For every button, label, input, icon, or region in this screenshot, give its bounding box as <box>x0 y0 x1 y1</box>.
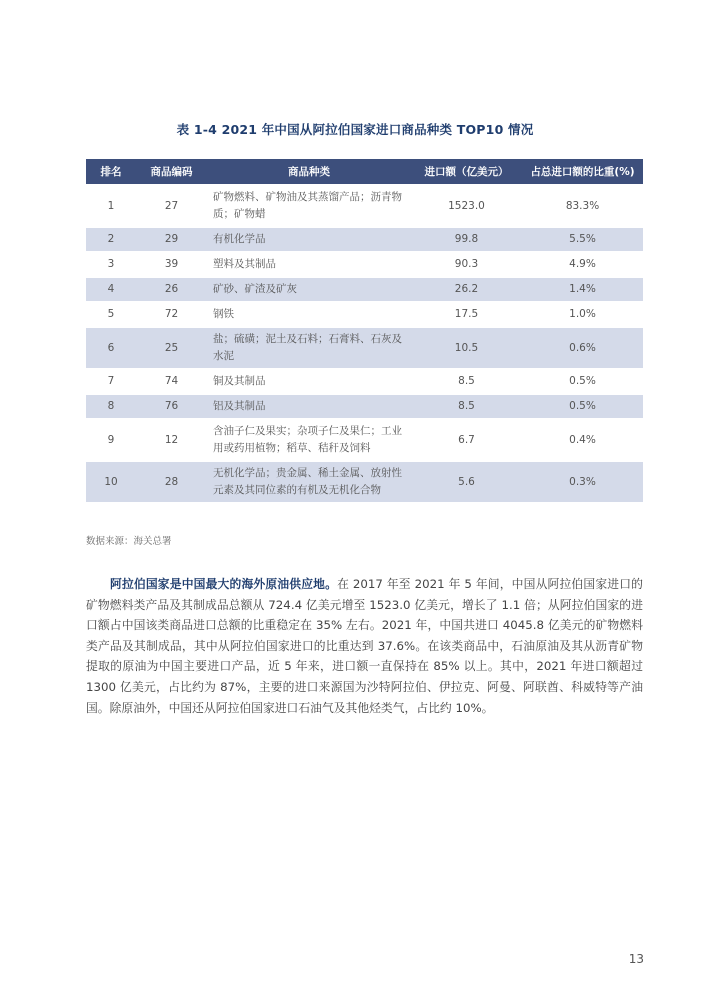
amount-cell: 99.8 <box>411 227 522 252</box>
category-cell: 含油子仁及果实；杂项子仁及果仁；工业用或药用植物；稻草、秸秆及饲料 <box>207 419 411 461</box>
share-cell: 4.9% <box>522 252 643 277</box>
share-cell: 5.5% <box>522 227 643 252</box>
table-row <box>86 394 643 419</box>
header-rank: 排名 <box>86 159 136 185</box>
table-row <box>86 227 643 252</box>
category-cell: 盐；硫磺；泥土及石料；石膏料、石灰及水泥 <box>207 327 411 369</box>
category-cell: 铜及其制品 <box>207 369 411 394</box>
category-cell: 塑料及其制品 <box>207 252 411 277</box>
header-category: 商品种类 <box>207 159 411 185</box>
rank-cell: 8 <box>86 394 136 419</box>
rank-cell: 6 <box>86 327 136 369</box>
paragraph-lead: 阿拉伯国家是中国最大的海外原油供应地。 <box>110 577 338 591</box>
amount-cell: 17.5 <box>411 302 522 327</box>
category-cell: 有机化学品 <box>207 227 411 252</box>
amount-cell: 26.2 <box>411 277 522 302</box>
code-cell: 39 <box>136 252 207 277</box>
header-code: 商品编码 <box>136 159 207 185</box>
paragraph-text: 在 2017 年至 2021 年 5 年间，中国从阿拉伯国家进口的矿物燃料类产品及其制成品总额从 724.4 亿美元增至 1523.0 亿美元，增长了 1.1 倍；从阿拉伯国家的进口额占中国该类商品进口总额的比重稳定在 35% 左右。2021 年，中国共进口 4045.8 亿美元的矿物燃料类产品及其制成品，其中从阿拉伯国家进口的比重达到 37.6%。在该类商品中，石油原油及其从沥青矿物提取的原油为中国主要进口产品，近 5 年来，进口额一直保持在 85% 以上。其中，2021 年进口额超过 1300 亿美元，占比约为 87%，主要的进口来源国为沙特阿拉伯、伊拉克、阿曼、阿联酋、科威特等产油国。除原油外，中国还从阿拉伯国家进口石油气及其他烃类气，占比约 10%。 <box>86 577 643 715</box>
rank-cell: 3 <box>86 252 136 277</box>
code-cell: 25 <box>136 327 207 369</box>
share-cell: 0.5% <box>522 369 643 394</box>
rank-cell: 1 <box>86 185 136 227</box>
amount-cell: 6.7 <box>411 419 522 461</box>
code-cell: 26 <box>136 277 207 302</box>
category-cell: 矿物燃料、矿物油及其蒸馏产品；沥青物质；矿物蜡 <box>207 185 411 227</box>
rank-cell: 9 <box>86 419 136 461</box>
amount-cell: 90.3 <box>411 252 522 277</box>
category-cell: 无机化学品；贵金属、稀土金属、放射性元素及其同位素的有机及无机化合物 <box>207 461 411 503</box>
code-cell: 74 <box>136 369 207 394</box>
table-row <box>86 252 643 277</box>
code-cell: 76 <box>136 394 207 419</box>
share-cell: 0.5% <box>522 394 643 419</box>
table-row <box>86 302 643 327</box>
code-cell: 12 <box>136 419 207 461</box>
code-cell: 28 <box>136 461 207 503</box>
table-row <box>86 369 643 394</box>
table-row <box>86 327 643 369</box>
amount-cell: 1523.0 <box>411 185 522 227</box>
table-row <box>86 419 643 461</box>
amount-cell: 10.5 <box>411 327 522 369</box>
category-cell: 钢铁 <box>207 302 411 327</box>
rank-cell: 10 <box>86 461 136 503</box>
share-cell: 0.3% <box>522 461 643 503</box>
table-row <box>86 185 643 227</box>
code-cell: 29 <box>136 227 207 252</box>
table-title: 表 1-4 2021 年中国从阿拉伯国家进口商品种类 TOP10 情况 <box>176 122 534 137</box>
share-cell: 0.4% <box>522 419 643 461</box>
share-cell: 0.6% <box>522 327 643 369</box>
share-cell: 83.3% <box>522 185 643 227</box>
header-share: 占总进口额的比重(%) <box>522 159 643 185</box>
body-paragraph <box>86 574 643 718</box>
share-cell: 1.4% <box>522 277 643 302</box>
amount-cell: 8.5 <box>411 369 522 394</box>
category-cell: 铝及其制品 <box>207 394 411 419</box>
rank-cell: 4 <box>86 277 136 302</box>
data-source-note: 数据来源：海关总署 <box>86 536 172 547</box>
code-cell: 27 <box>136 185 207 227</box>
rank-cell: 5 <box>86 302 136 327</box>
table-row <box>86 277 643 302</box>
amount-cell: 5.6 <box>411 461 522 503</box>
rank-cell: 7 <box>86 369 136 394</box>
rank-cell: 2 <box>86 227 136 252</box>
page-number: 13 <box>628 952 644 966</box>
category-cell: 矿砂、矿渣及矿灰 <box>207 277 411 302</box>
table-header-row <box>86 159 643 185</box>
share-cell: 1.0% <box>522 302 643 327</box>
amount-cell: 8.5 <box>411 394 522 419</box>
header-amount: 进口额（亿美元） <box>411 159 522 185</box>
import-table <box>86 159 643 504</box>
code-cell: 72 <box>136 302 207 327</box>
table-row <box>86 461 643 503</box>
